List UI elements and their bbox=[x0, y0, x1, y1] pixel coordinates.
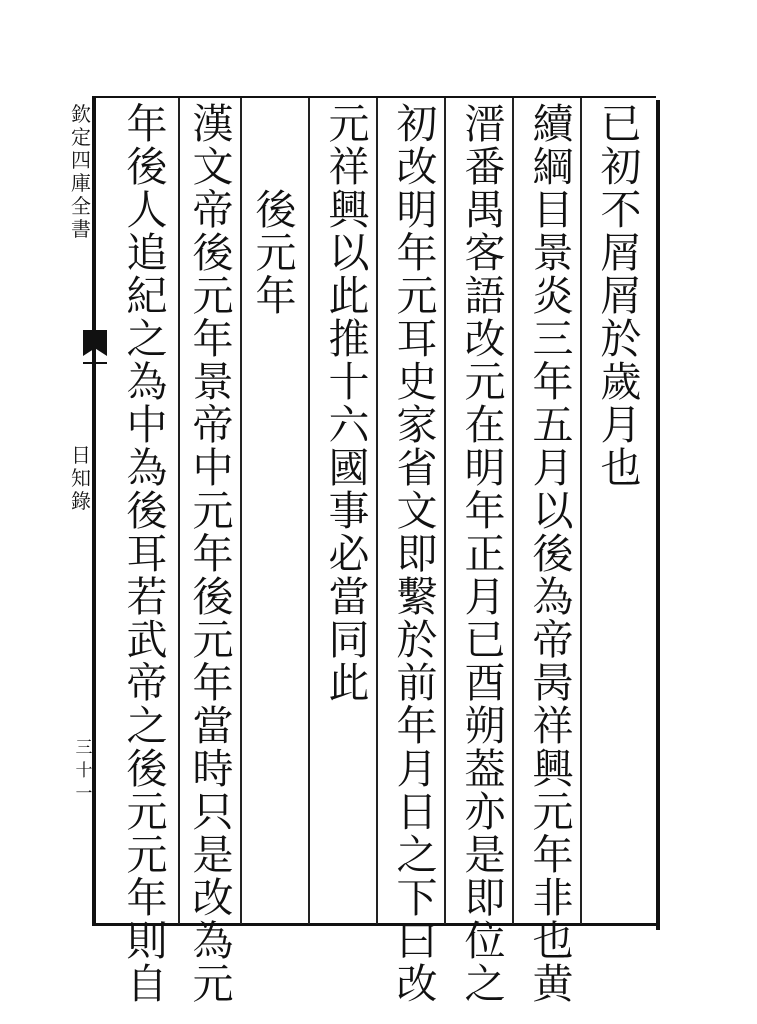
glyph: 繫 bbox=[396, 573, 438, 621]
glyph: 已 bbox=[600, 100, 642, 148]
glyph: 亦 bbox=[464, 788, 506, 836]
glyph: 月 bbox=[464, 573, 506, 621]
glyph: 家 bbox=[396, 401, 438, 449]
glyph: 六 bbox=[328, 401, 370, 449]
glyph: 興 bbox=[328, 186, 370, 234]
glyph: 之 bbox=[126, 702, 168, 750]
glyph: 元 bbox=[126, 788, 168, 836]
glyph: 國 bbox=[328, 444, 370, 492]
glyph: 祥 bbox=[532, 702, 574, 750]
glyph: 曰 bbox=[396, 917, 438, 965]
glyph: 興 bbox=[532, 745, 574, 793]
glyph: 語 bbox=[464, 272, 506, 320]
glyph: 元 bbox=[192, 272, 234, 320]
glyph: 年 bbox=[532, 831, 574, 879]
glyph: 一 bbox=[75, 784, 93, 804]
glyph: 五 bbox=[532, 401, 574, 449]
glyph: 歲 bbox=[600, 358, 642, 406]
glyph: 中 bbox=[192, 444, 234, 492]
glyph: 後 bbox=[126, 745, 168, 793]
page-frame-right-rule bbox=[656, 100, 660, 930]
glyph: 中 bbox=[126, 401, 168, 449]
glyph: 月 bbox=[600, 401, 642, 449]
margin-top-title bbox=[67, 104, 95, 242]
glyph: 帝 bbox=[126, 659, 168, 707]
glyph: 年 bbox=[464, 487, 506, 535]
glyph: 年 bbox=[396, 229, 438, 277]
glyph: 年 bbox=[192, 530, 234, 578]
glyph: 日 bbox=[396, 788, 438, 836]
glyph: 初 bbox=[396, 100, 438, 148]
glyph: 元 bbox=[255, 229, 297, 277]
column-rule bbox=[178, 98, 180, 924]
glyph: 年 bbox=[396, 702, 438, 750]
glyph: 後 bbox=[255, 186, 297, 234]
column-rule bbox=[308, 98, 310, 924]
glyph: 知 bbox=[71, 466, 91, 490]
glyph: 改 bbox=[396, 960, 438, 1008]
glyph: 自 bbox=[126, 960, 168, 1008]
glyph: 後 bbox=[532, 530, 574, 578]
glyph: 景 bbox=[192, 358, 234, 406]
glyph: 帝 bbox=[532, 616, 574, 664]
margin-page-number bbox=[70, 740, 98, 809]
glyph: 日 bbox=[71, 443, 91, 467]
glyph: 錄 bbox=[71, 489, 91, 513]
glyph: 於 bbox=[396, 616, 438, 664]
fishtail-rule bbox=[83, 362, 107, 374]
glyph: 屑 bbox=[600, 229, 642, 277]
glyph: 年 bbox=[126, 874, 168, 922]
glyph: 則 bbox=[126, 917, 168, 965]
glyph: 文 bbox=[396, 487, 438, 535]
glyph: 四 bbox=[71, 148, 91, 172]
glyph: 十 bbox=[328, 358, 370, 406]
glyph: 耳 bbox=[396, 315, 438, 363]
glyph: 朔 bbox=[464, 702, 506, 750]
glyph: 此 bbox=[328, 659, 370, 707]
glyph: 欽 bbox=[71, 102, 91, 126]
glyph: 同 bbox=[328, 616, 370, 664]
margin-book-title bbox=[67, 445, 95, 514]
glyph: 改 bbox=[396, 143, 438, 191]
glyph: 後 bbox=[192, 229, 234, 277]
glyph: 前 bbox=[396, 659, 438, 707]
glyph: 為 bbox=[192, 917, 234, 965]
glyph: 事 bbox=[328, 487, 370, 535]
glyph: 正 bbox=[464, 530, 506, 578]
glyph: 追 bbox=[126, 229, 168, 277]
glyph: 初 bbox=[600, 143, 642, 191]
glyph: 此 bbox=[328, 272, 370, 320]
text-column-5 bbox=[320, 100, 378, 707]
glyph: 當 bbox=[328, 573, 370, 621]
glyph: 元 bbox=[126, 831, 168, 879]
glyph: 番 bbox=[464, 143, 506, 191]
glyph: 後 bbox=[192, 573, 234, 621]
glyph: 酉 bbox=[464, 659, 506, 707]
glyph: 耳 bbox=[126, 530, 168, 578]
glyph: 之 bbox=[396, 831, 438, 879]
glyph: 之 bbox=[464, 960, 506, 1008]
text-column-8 bbox=[184, 100, 242, 1008]
glyph: 武 bbox=[126, 616, 168, 664]
glyph: 後 bbox=[126, 143, 168, 191]
text-column-9 bbox=[118, 100, 176, 1008]
glyph: 已 bbox=[464, 616, 506, 664]
glyph: 帝 bbox=[192, 186, 234, 234]
glyph: 溍 bbox=[464, 100, 506, 148]
glyph: 元 bbox=[192, 960, 234, 1008]
glyph: 非 bbox=[532, 874, 574, 922]
glyph: 元 bbox=[532, 788, 574, 836]
glyph: 即 bbox=[396, 530, 438, 578]
glyph: 元 bbox=[192, 616, 234, 664]
glyph: 省 bbox=[396, 444, 438, 492]
glyph: 推 bbox=[328, 315, 370, 363]
glyph: 只 bbox=[192, 788, 234, 836]
glyph: 改 bbox=[464, 315, 506, 363]
glyph: 也 bbox=[532, 917, 574, 965]
text-column-4 bbox=[388, 100, 446, 1008]
glyph: 時 bbox=[192, 745, 234, 793]
glyph: 為 bbox=[126, 358, 168, 406]
glyph: 元 bbox=[396, 272, 438, 320]
glyph: 庫 bbox=[71, 171, 91, 195]
glyph: 葢 bbox=[464, 745, 506, 793]
glyph: 是 bbox=[464, 831, 506, 879]
glyph: 帝 bbox=[192, 401, 234, 449]
glyph: 十 bbox=[75, 761, 93, 781]
glyph: 在 bbox=[464, 401, 506, 449]
glyph: 月 bbox=[396, 745, 438, 793]
glyph: 月 bbox=[532, 444, 574, 492]
glyph: 元 bbox=[328, 100, 370, 148]
glyph: 年 bbox=[192, 315, 234, 363]
glyph: 不 bbox=[600, 186, 642, 234]
glyph: 炎 bbox=[532, 272, 574, 320]
glyph: 漢 bbox=[192, 100, 234, 148]
glyph: 明 bbox=[396, 186, 438, 234]
glyph: 目 bbox=[532, 186, 574, 234]
glyph: 年 bbox=[532, 358, 574, 406]
glyph: 三 bbox=[75, 738, 93, 758]
glyph: 改 bbox=[192, 874, 234, 922]
glyph: 客 bbox=[464, 229, 506, 277]
glyph: 後 bbox=[126, 487, 168, 535]
glyph: 文 bbox=[192, 143, 234, 191]
section-heading bbox=[247, 186, 305, 320]
glyph: 屑 bbox=[600, 272, 642, 320]
glyph: 續 bbox=[532, 100, 574, 148]
glyph: 紀 bbox=[126, 272, 168, 320]
glyph: 也 bbox=[600, 444, 642, 492]
text-column-1 bbox=[592, 100, 650, 492]
glyph: 於 bbox=[600, 315, 642, 363]
glyph: 禺 bbox=[464, 186, 506, 234]
glyph: 綱 bbox=[532, 143, 574, 191]
glyph: 必 bbox=[328, 530, 370, 578]
glyph: 位 bbox=[464, 917, 506, 965]
glyph: 元 bbox=[464, 358, 506, 406]
glyph: 為 bbox=[532, 573, 574, 621]
text-column-2 bbox=[524, 100, 582, 1008]
glyph: 以 bbox=[328, 229, 370, 277]
glyph: 三 bbox=[532, 315, 574, 363]
glyph: 景 bbox=[532, 229, 574, 277]
glyph: 定 bbox=[71, 125, 91, 149]
glyph: 祥 bbox=[328, 143, 370, 191]
glyph: 書 bbox=[71, 217, 91, 241]
text-column-3 bbox=[456, 100, 514, 1008]
glyph: 是 bbox=[192, 831, 234, 879]
glyph: 年 bbox=[192, 659, 234, 707]
glyph: 元 bbox=[192, 487, 234, 535]
glyph: 年 bbox=[255, 272, 297, 320]
glyph: 若 bbox=[126, 573, 168, 621]
glyph: 之 bbox=[126, 315, 168, 363]
glyph: 全 bbox=[71, 194, 91, 218]
glyph: 史 bbox=[396, 358, 438, 406]
glyph: 即 bbox=[464, 874, 506, 922]
glyph: 年 bbox=[126, 100, 168, 148]
glyph: 黄 bbox=[532, 960, 574, 1008]
glyph: 為 bbox=[126, 444, 168, 492]
glyph: 明 bbox=[464, 444, 506, 492]
glyph: 昺 bbox=[532, 659, 574, 707]
glyph: 以 bbox=[532, 487, 574, 535]
glyph: 人 bbox=[126, 186, 168, 234]
glyph: 當 bbox=[192, 702, 234, 750]
glyph: 下 bbox=[396, 874, 438, 922]
